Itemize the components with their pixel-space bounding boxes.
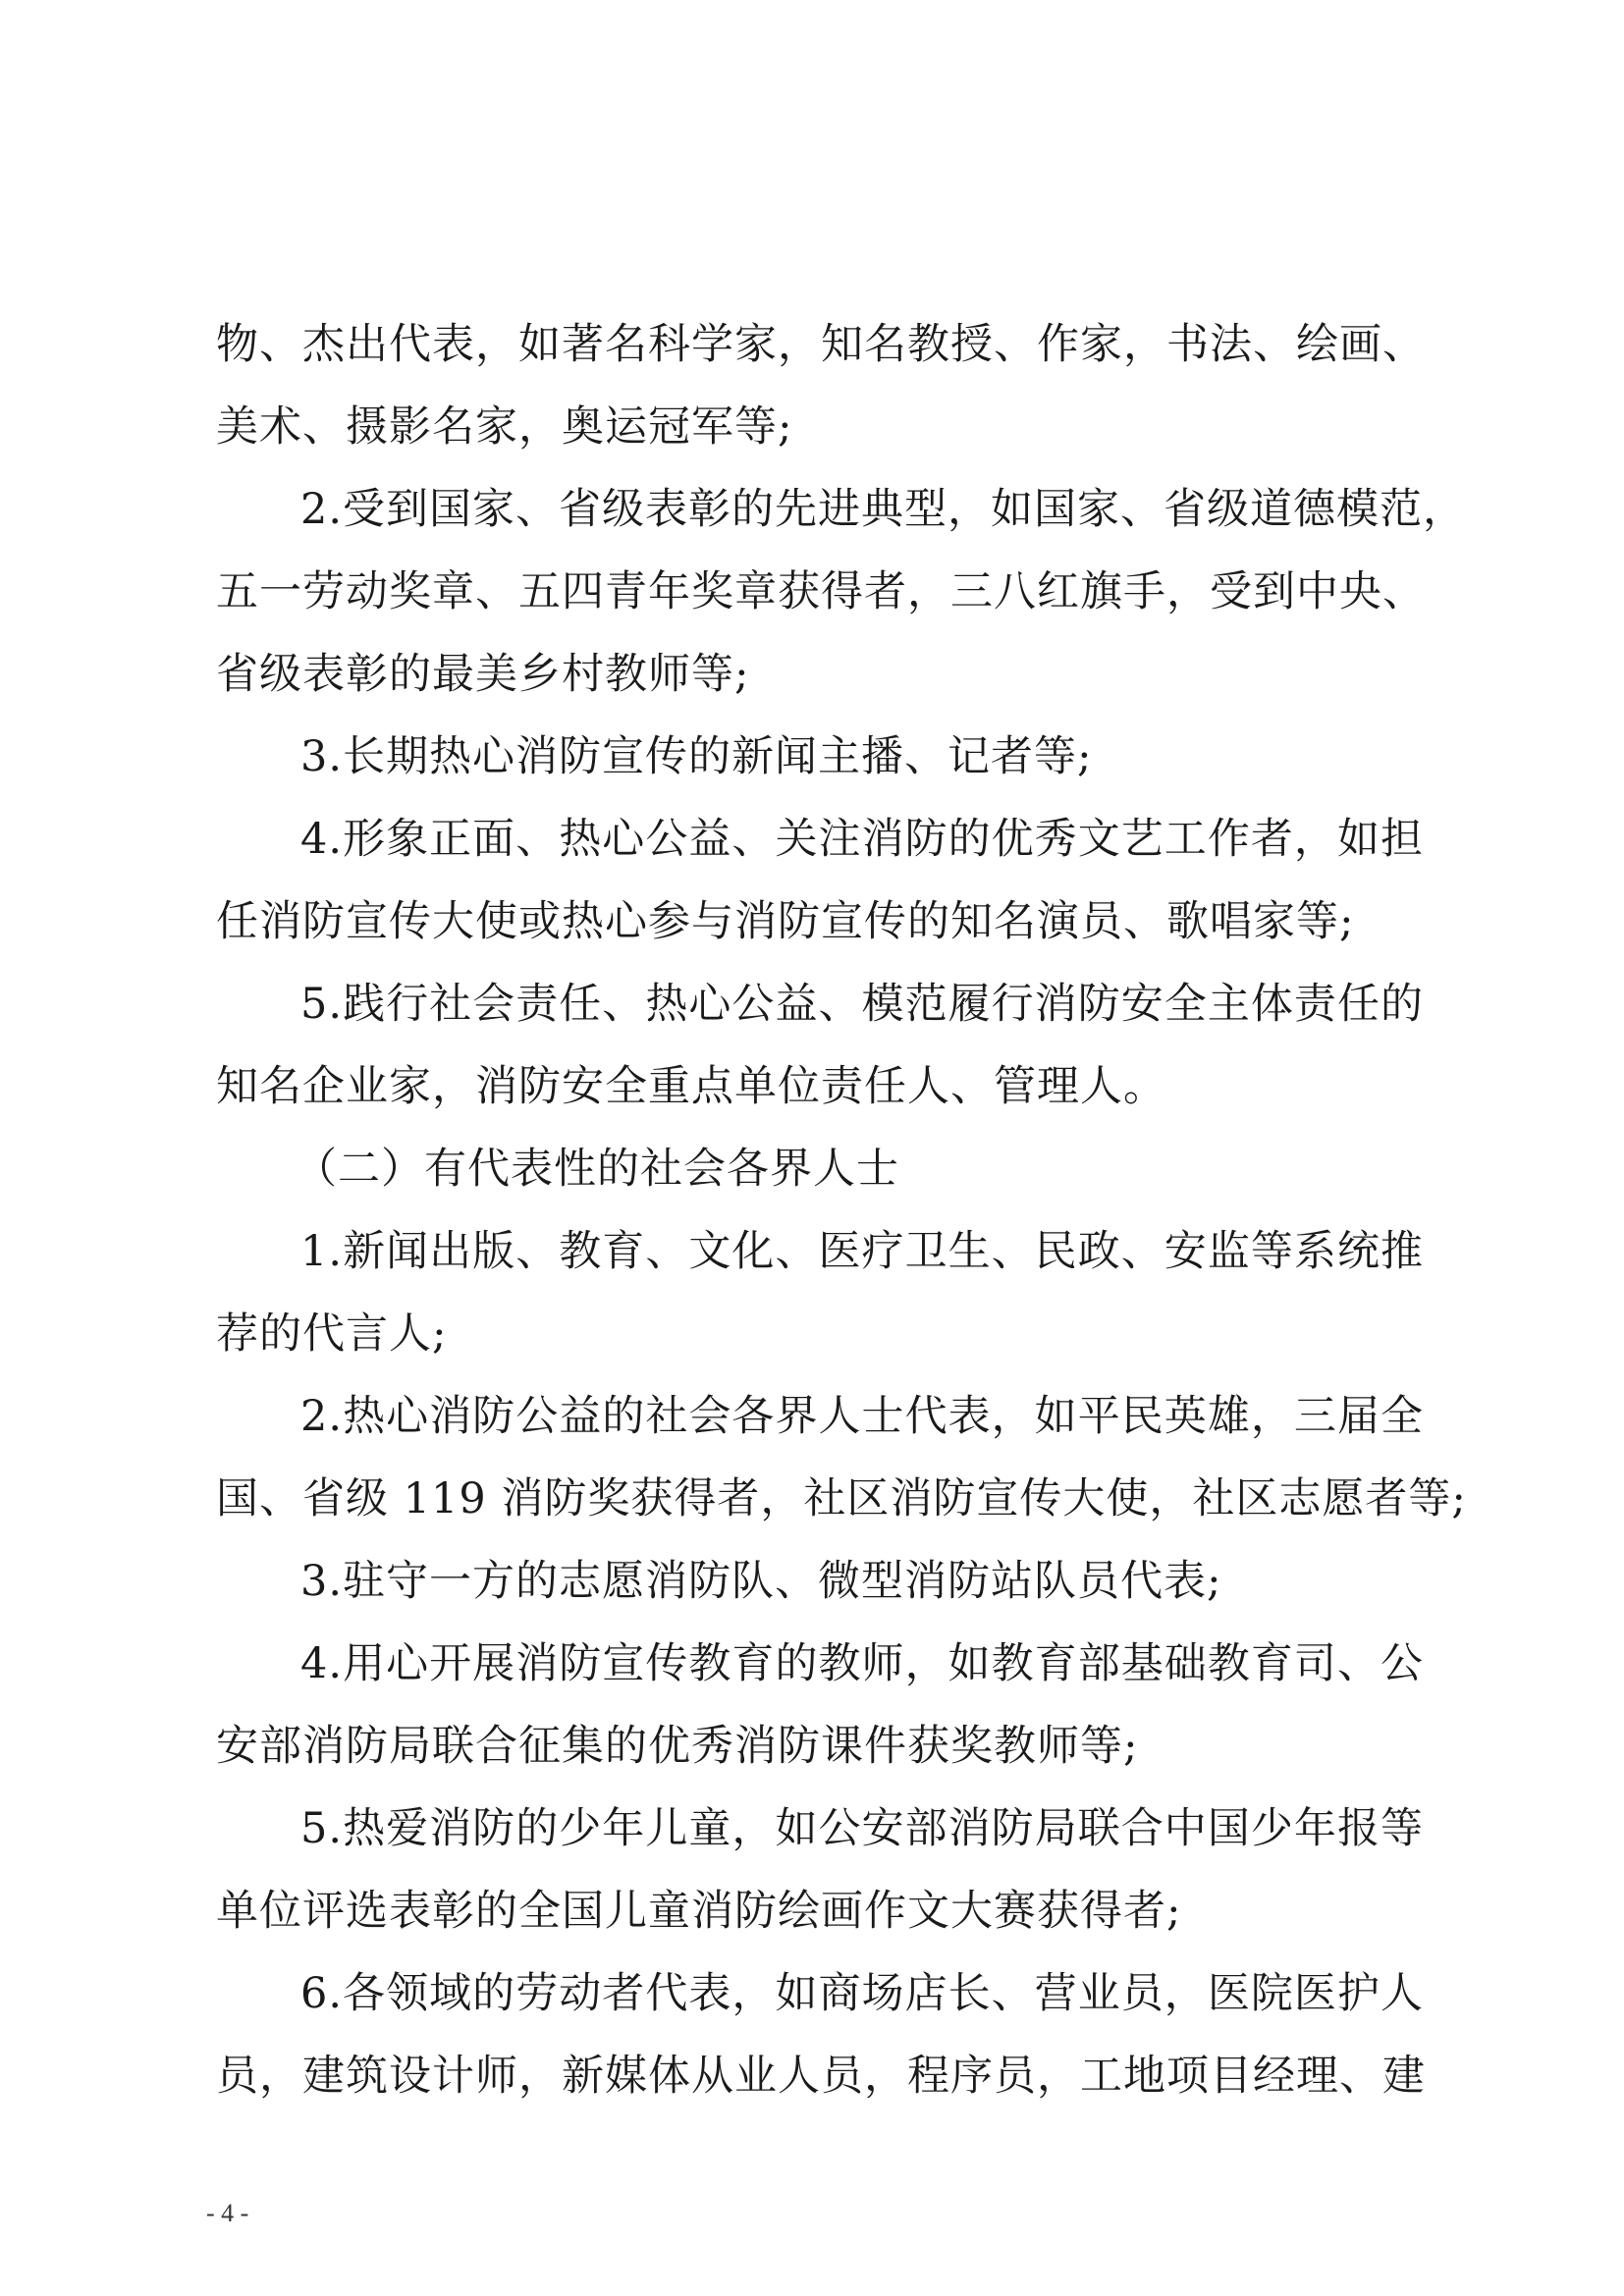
text-line: 安部消防局联合征集的优秀消防课件获奖教师等; <box>216 1722 1139 1771</box>
text-line: 3.长期热心消防宣传的新闻主播、记者等; <box>300 732 1093 781</box>
text-line: 任消防宣传大使或热心参与消防宣传的知名演员、歌唱家等; <box>216 897 1355 946</box>
text-line: 国、省级 119 消防奖获得者，社区消防宣传大使，社区志愿者等; <box>216 1474 1467 1523</box>
text-line: 4.用心开展消防宣传教育的教师，如教育部基础教育司、公 <box>300 1639 1424 1688</box>
text-line: 2.热心消防公益的社会各界人士代表，如平民英雄，三届全 <box>300 1392 1424 1441</box>
text-line: 知名企业家，消防安全重点单位责任人、管理人。 <box>216 1062 1166 1111</box>
section-heading: （二）有代表性的社会各界人士 <box>295 1145 899 1194</box>
text-line: 五一劳动奖章、五四青年奖章获得者，三八红旗手，受到中央、 <box>216 567 1426 616</box>
text-line: 5.热爱消防的少年儿童，如公安部消防局联合中国少年报等 <box>300 1804 1424 1853</box>
text-line: 员，建筑设计师，新媒体从业人员，程序员，工地项目经理、建 <box>216 2052 1426 2101</box>
text-line: 3.驻守一方的志愿消防队、微型消防站队员代表; <box>300 1557 1222 1606</box>
text-line: 单位评选表彰的全国儿童消防绘画作文大赛获得者; <box>216 1887 1182 1936</box>
text-line: 省级表彰的最美乡村教师等; <box>216 650 750 699</box>
text-line: 4.形象正面、热心公益、关注消防的优秀文艺工作者，如担 <box>300 815 1424 864</box>
text-line: 物、杰出代表，如著名科学家，知名教授、作家，书法、绘画、 <box>216 320 1426 369</box>
text-line: 2.受到国家、省级表彰的先进典型，如国家、省级道德模范， <box>300 485 1467 534</box>
text-line: 荐的代言人; <box>216 1309 448 1359</box>
text-line: 美术、摄影名家，奥运冠军等; <box>216 402 793 452</box>
text-line: 5.践行社会责任、热心公益、模范履行消防安全主体责任的 <box>300 980 1424 1029</box>
text-line: 6.各领域的劳动者代表，如商场店长、营业员，医院医护人 <box>300 1969 1424 2018</box>
text-line: 1.新闻出版、教育、文化、医疗卫生、民政、安监等系统推 <box>300 1227 1424 1276</box>
page-number: - 4 - <box>206 2199 249 2227</box>
